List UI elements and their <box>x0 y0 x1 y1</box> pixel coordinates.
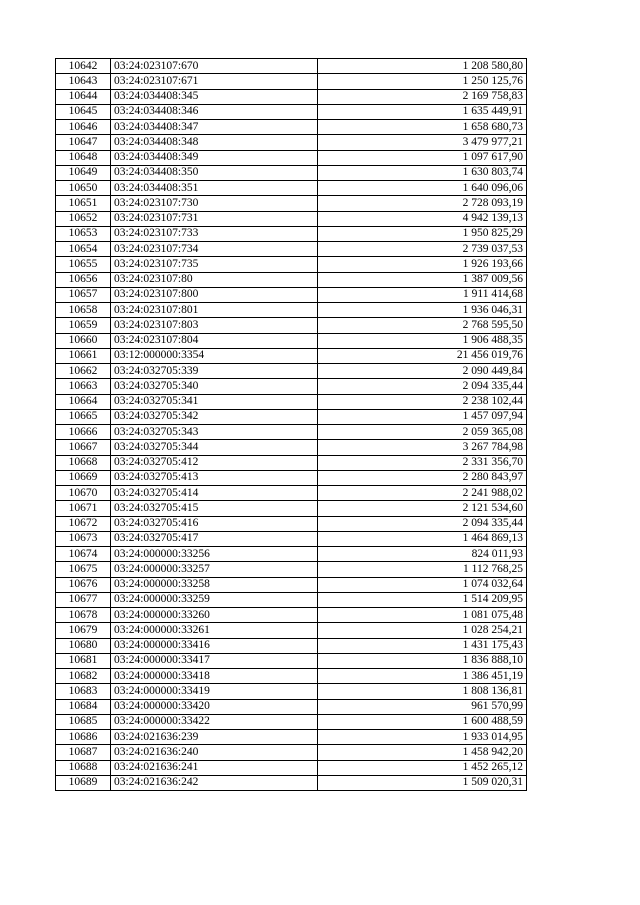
row-number-cell: 10668 <box>56 455 111 470</box>
table-row <box>56 242 527 257</box>
value-cell: 1 933 014,95 <box>318 730 527 745</box>
row-number-cell: 10646 <box>56 120 111 135</box>
cadastral-number-cell: 03:24:000000:33422 <box>111 714 318 729</box>
row-number-cell: 10671 <box>56 501 111 516</box>
value-cell: 1 635 449,91 <box>318 104 527 119</box>
cadastral-number-cell: 03:24:000000:33260 <box>111 608 318 623</box>
row-number-cell: 10655 <box>56 257 111 272</box>
row-number-cell: 10648 <box>56 150 111 165</box>
cadastral-number-cell: 03:24:000000:33418 <box>111 669 318 684</box>
cadastral-number-cell: 03:24:032705:342 <box>111 409 318 424</box>
value-cell: 2 739 037,53 <box>318 242 527 257</box>
value-cell: 824 011,93 <box>318 547 527 562</box>
row-number-cell: 10688 <box>56 760 111 775</box>
value-cell: 1 509 020,31 <box>318 775 527 790</box>
table-row <box>56 333 527 348</box>
value-cell: 1 112 768,25 <box>318 562 527 577</box>
cadastral-number-cell: 03:24:034408:346 <box>111 104 318 119</box>
row-number-cell: 10663 <box>56 379 111 394</box>
row-number-cell: 10684 <box>56 699 111 714</box>
cadastral-number-cell: 03:24:021636:239 <box>111 730 318 745</box>
cadastral-number-cell: 03:24:023107:671 <box>111 74 318 89</box>
table-row <box>56 699 527 714</box>
cadastral-number-cell: 03:24:023107:804 <box>111 333 318 348</box>
table-row <box>56 547 527 562</box>
table-row <box>56 211 527 226</box>
row-number-cell: 10686 <box>56 730 111 745</box>
row-number-cell: 10664 <box>56 394 111 409</box>
value-cell: 1 458 942,20 <box>318 745 527 760</box>
table-row <box>56 775 527 790</box>
table-row <box>56 181 527 196</box>
table-row <box>56 531 527 546</box>
value-cell: 1 464 869,13 <box>318 531 527 546</box>
value-cell: 1 630 803,74 <box>318 165 527 180</box>
row-number-cell: 10654 <box>56 242 111 257</box>
row-number-cell: 10658 <box>56 303 111 318</box>
cadastral-number-cell: 03:24:034408:351 <box>111 181 318 196</box>
row-number-cell: 10642 <box>56 59 111 74</box>
row-number-cell: 10656 <box>56 272 111 287</box>
table-row <box>56 455 527 470</box>
value-cell: 1 836 888,10 <box>318 653 527 668</box>
cadastral-number-cell: 03:24:021636:241 <box>111 760 318 775</box>
value-cell: 1 386 451,19 <box>318 669 527 684</box>
value-cell: 1 097 617,90 <box>318 150 527 165</box>
value-cell: 1 250 125,76 <box>318 74 527 89</box>
table-row <box>56 379 527 394</box>
cadastral-number-cell: 03:24:021636:240 <box>111 745 318 760</box>
cadastral-number-cell: 03:24:032705:415 <box>111 501 318 516</box>
value-cell: 3 267 784,98 <box>318 440 527 455</box>
row-number-cell: 10670 <box>56 486 111 501</box>
table-row <box>56 257 527 272</box>
data-table-body <box>56 59 527 791</box>
table-row <box>56 287 527 302</box>
value-cell: 2 121 534,60 <box>318 501 527 516</box>
table-row <box>56 501 527 516</box>
row-number-cell: 10675 <box>56 562 111 577</box>
value-cell: 1 658 680,73 <box>318 120 527 135</box>
value-cell: 2 059 365,08 <box>318 425 527 440</box>
value-cell: 2 768 595,50 <box>318 318 527 333</box>
table-row <box>56 104 527 119</box>
value-cell: 1 911 414,68 <box>318 287 527 302</box>
value-cell: 1 906 488,35 <box>318 333 527 348</box>
table-row <box>56 608 527 623</box>
table-row <box>56 440 527 455</box>
table-row <box>56 89 527 104</box>
row-number-cell: 10677 <box>56 592 111 607</box>
table-row <box>56 638 527 653</box>
table-row <box>56 150 527 165</box>
table-row <box>56 394 527 409</box>
value-cell: 2 728 093,19 <box>318 196 527 211</box>
row-number-cell: 10659 <box>56 318 111 333</box>
row-number-cell: 10681 <box>56 653 111 668</box>
row-number-cell: 10651 <box>56 196 111 211</box>
row-number-cell: 10666 <box>56 425 111 440</box>
data-table <box>55 58 527 791</box>
row-number-cell: 10674 <box>56 547 111 562</box>
table-row <box>56 760 527 775</box>
cadastral-number-cell: 03:24:023107:803 <box>111 318 318 333</box>
cadastral-number-cell: 03:24:000000:33420 <box>111 699 318 714</box>
cadastral-number-cell: 03:24:032705:412 <box>111 455 318 470</box>
cadastral-number-cell: 03:24:023107:800 <box>111 287 318 302</box>
cadastral-number-cell: 03:24:023107:731 <box>111 211 318 226</box>
row-number-cell: 10673 <box>56 531 111 546</box>
cadastral-number-cell: 03:24:032705:416 <box>111 516 318 531</box>
cadastral-number-cell: 03:24:034408:345 <box>111 89 318 104</box>
row-number-cell: 10689 <box>56 775 111 790</box>
value-cell: 2 094 335,44 <box>318 516 527 531</box>
cadastral-number-cell: 03:24:032705:340 <box>111 379 318 394</box>
value-cell: 2 331 356,70 <box>318 455 527 470</box>
cadastral-number-cell: 03:24:000000:33257 <box>111 562 318 577</box>
table-row <box>56 348 527 363</box>
table-row <box>56 669 527 684</box>
table-row <box>56 592 527 607</box>
table-row <box>56 272 527 287</box>
cadastral-number-cell: 03:24:023107:735 <box>111 257 318 272</box>
row-number-cell: 10669 <box>56 470 111 485</box>
table-row <box>56 470 527 485</box>
row-number-cell: 10652 <box>56 211 111 226</box>
cadastral-number-cell: 03:24:032705:414 <box>111 486 318 501</box>
row-number-cell: 10644 <box>56 89 111 104</box>
row-number-cell: 10682 <box>56 669 111 684</box>
cadastral-number-cell: 03:24:000000:33419 <box>111 684 318 699</box>
cadastral-number-cell: 03:24:023107:730 <box>111 196 318 211</box>
row-number-cell: 10665 <box>56 409 111 424</box>
table-row <box>56 364 527 379</box>
value-cell: 1 387 009,56 <box>318 272 527 287</box>
cadastral-number-cell: 03:24:000000:33256 <box>111 547 318 562</box>
value-cell: 1 452 265,12 <box>318 760 527 775</box>
table-row <box>56 516 527 531</box>
row-number-cell: 10679 <box>56 623 111 638</box>
row-number-cell: 10647 <box>56 135 111 150</box>
row-number-cell: 10645 <box>56 104 111 119</box>
table-row <box>56 684 527 699</box>
table-row <box>56 303 527 318</box>
row-number-cell: 10662 <box>56 364 111 379</box>
value-cell: 1 457 097,94 <box>318 409 527 424</box>
value-cell: 1 600 488,59 <box>318 714 527 729</box>
row-number-cell: 10660 <box>56 333 111 348</box>
value-cell: 1 431 175,43 <box>318 638 527 653</box>
table-row <box>56 562 527 577</box>
cadastral-number-cell: 03:24:032705:339 <box>111 364 318 379</box>
cadastral-number-cell: 03:24:032705:341 <box>111 394 318 409</box>
cadastral-number-cell: 03:24:000000:33417 <box>111 653 318 668</box>
row-number-cell: 10667 <box>56 440 111 455</box>
cadastral-number-cell: 03:24:032705:344 <box>111 440 318 455</box>
table-row <box>56 165 527 180</box>
cadastral-number-cell: 03:24:032705:343 <box>111 425 318 440</box>
table-row <box>56 730 527 745</box>
cadastral-number-cell: 03:24:000000:33416 <box>111 638 318 653</box>
value-cell: 4 942 139,13 <box>318 211 527 226</box>
value-cell: 1 074 032,64 <box>318 577 527 592</box>
cadastral-number-cell: 03:24:021636:242 <box>111 775 318 790</box>
cadastral-number-cell: 03:24:034408:348 <box>111 135 318 150</box>
value-cell: 21 456 019,76 <box>318 348 527 363</box>
row-number-cell: 10672 <box>56 516 111 531</box>
row-number-cell: 10653 <box>56 226 111 241</box>
value-cell: 1 028 254,21 <box>318 623 527 638</box>
table-row <box>56 74 527 89</box>
cadastral-number-cell: 03:24:023107:733 <box>111 226 318 241</box>
cadastral-number-cell: 03:12:000000:3354 <box>111 348 318 363</box>
value-cell: 1 808 136,81 <box>318 684 527 699</box>
table-row <box>56 653 527 668</box>
table-row <box>56 745 527 760</box>
cadastral-number-cell: 03:24:000000:33259 <box>111 592 318 607</box>
row-number-cell: 10649 <box>56 165 111 180</box>
cadastral-number-cell: 03:24:000000:33258 <box>111 577 318 592</box>
row-number-cell: 10683 <box>56 684 111 699</box>
value-cell: 2 280 843,97 <box>318 470 527 485</box>
value-cell: 2 241 988,02 <box>318 486 527 501</box>
table-row <box>56 120 527 135</box>
value-cell: 1 936 046,31 <box>318 303 527 318</box>
cadastral-number-cell: 03:24:023107:80 <box>111 272 318 287</box>
cadastral-number-cell: 03:24:023107:801 <box>111 303 318 318</box>
table-row <box>56 409 527 424</box>
value-cell: 2 238 102,44 <box>318 394 527 409</box>
value-cell: 1 081 075,48 <box>318 608 527 623</box>
value-cell: 3 479 977,21 <box>318 135 527 150</box>
table-row <box>56 425 527 440</box>
table-row <box>56 318 527 333</box>
value-cell: 1 926 193,66 <box>318 257 527 272</box>
cadastral-number-cell: 03:24:034408:349 <box>111 150 318 165</box>
value-cell: 2 094 335,44 <box>318 379 527 394</box>
cadastral-number-cell: 03:24:023107:734 <box>111 242 318 257</box>
value-cell: 2 169 758,83 <box>318 89 527 104</box>
row-number-cell: 10678 <box>56 608 111 623</box>
row-number-cell: 10687 <box>56 745 111 760</box>
row-number-cell: 10643 <box>56 74 111 89</box>
table-row <box>56 714 527 729</box>
cadastral-number-cell: 03:24:032705:417 <box>111 531 318 546</box>
cadastral-number-cell: 03:24:034408:347 <box>111 120 318 135</box>
cadastral-number-cell: 03:24:034408:350 <box>111 165 318 180</box>
value-cell: 1 514 209,95 <box>318 592 527 607</box>
value-cell: 1 950 825,29 <box>318 226 527 241</box>
value-cell: 961 570,99 <box>318 699 527 714</box>
cadastral-number-cell: 03:24:032705:413 <box>111 470 318 485</box>
table-row <box>56 486 527 501</box>
table-row <box>56 135 527 150</box>
value-cell: 1 640 096,06 <box>318 181 527 196</box>
cadastral-number-cell: 03:24:023107:670 <box>111 59 318 74</box>
table-row <box>56 623 527 638</box>
table-row <box>56 196 527 211</box>
row-number-cell: 10676 <box>56 577 111 592</box>
cadastral-number-cell: 03:24:000000:33261 <box>111 623 318 638</box>
value-cell: 1 208 580,80 <box>318 59 527 74</box>
row-number-cell: 10657 <box>56 287 111 302</box>
row-number-cell: 10685 <box>56 714 111 729</box>
row-number-cell: 10650 <box>56 181 111 196</box>
table-row <box>56 59 527 74</box>
row-number-cell: 10661 <box>56 348 111 363</box>
value-cell: 2 090 449,84 <box>318 364 527 379</box>
row-number-cell: 10680 <box>56 638 111 653</box>
table-row <box>56 226 527 241</box>
table-row <box>56 577 527 592</box>
